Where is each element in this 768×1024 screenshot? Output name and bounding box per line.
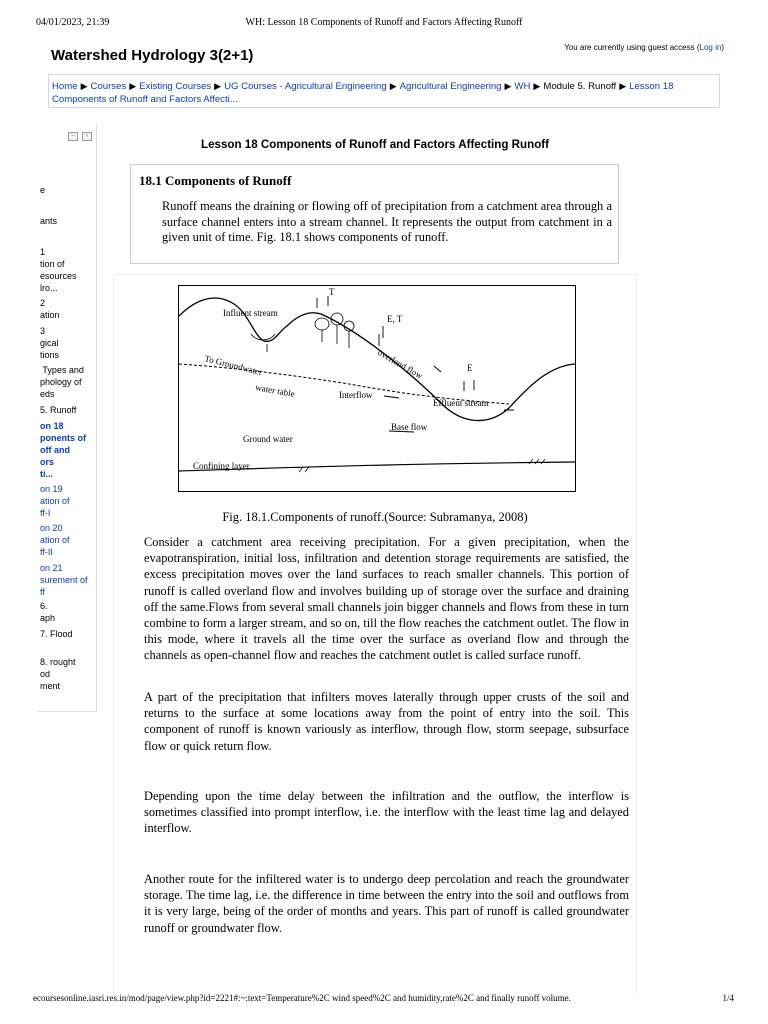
sidebar-item[interactable]: on 19 ation of ff-I (40, 484, 70, 518)
sidebar-item[interactable]: on 21 surement of ff (40, 563, 88, 597)
label-base-flow: Base flow (391, 422, 428, 432)
breadcrumb-separator-icon: ▶ (389, 81, 397, 91)
section-title: 18.1 Components of Runoff (139, 173, 292, 188)
sidebar-item[interactable]: 8. rought od ment (40, 657, 76, 691)
breadcrumb-home[interactable]: Home (52, 81, 78, 92)
influent-water-line (251, 334, 275, 340)
site-title[interactable]: Watershed Hydrology 3(2+1) (51, 47, 254, 64)
paragraph: Consider a catchment area receiving precipitation. For a given precipitation, when the evapotranspiration, initial loss, infiltration and detention storage requirements are satisfied, the excess precipitation moves over the land surfaces to reach smaller channels. This portion of runoff is called overland flow and involves building up of storage over the surface and draining off the same.Flows from several small channels join bigger channels and flows from these in turn combine to form a larger stream, and so on, till the flow reaches the catchment outlet. The flow in this mode, where it travels all the time over the surface as overland flow and through the channels as open-channel flow and reaches the catchment outlet is called surface runoff. (144, 535, 629, 663)
sidebar-item[interactable]: 1 tion of esources lro... (40, 247, 77, 293)
label-influent-stream: Influent stream (223, 308, 278, 318)
breadcrumb (48, 74, 720, 108)
breadcrumb-separator-icon: ▶ (504, 81, 512, 91)
breadcrumb-current-lesson[interactable]: Lesson 18 Components of Runoff and Factors Affecti... (52, 81, 674, 105)
sidebar-navigation (38, 124, 97, 712)
label-et: E, T (387, 314, 403, 324)
login-link[interactable]: Log in (699, 43, 722, 52)
breadcrumb-separator-icon: ▶ (619, 81, 627, 91)
paragraph: Depending upon the time delay between the infiltration and the outflow, the interflow is sometimes classified into prompt interflow, i.e. the interflow with the least time lag and delayed interflow. (144, 789, 629, 836)
print-page-number: 1/4 (722, 993, 734, 1003)
lesson-heading: Lesson 18 Components of Runoff and Factors Affecting Runoff (200, 138, 550, 151)
breadcrumb-existing-courses[interactable]: Existing Courses (139, 81, 212, 92)
print-date: 04/01/2023, 21:39 (36, 17, 110, 28)
label-interflow: Interflow (339, 390, 373, 400)
breadcrumb-separator-icon: ▶ (214, 81, 222, 91)
sidebar-item[interactable]: 7. Flood (40, 629, 73, 639)
label-to-groundwater: To Groundwater (203, 353, 264, 378)
breadcrumb-ug-courses[interactable]: UG Courses - Agricultural Engineering (224, 81, 387, 92)
label-e: E (467, 363, 473, 373)
breadcrumb-agricultural-engineering[interactable]: Agricultural Engineering (399, 81, 502, 92)
paragraph: A part of the precipitation that infilters moves laterally through upper crusts of the soil and returns to the surface at some locations away from the point of entry into the soil. This component of runoff is known variously as interflow, through flow, storm seepage, subsurface flow or quick return flow. (144, 690, 629, 753)
label-overland-flow: overland flow (376, 347, 425, 381)
sidebar-item[interactable]: on 20 ation of ff-II (40, 523, 70, 557)
label-t: T (329, 287, 335, 297)
sidebar-item[interactable]: 5. Runoff (40, 405, 77, 415)
label-confining-layer: Confining layer (193, 461, 250, 471)
paragraph: Another route for the infiltered water is to undergo deep percolation and reach the groundwater storage. The time lag, i.e. the difference in time between the entry into the soil and outflows from it is very large, being of the order of months and years. This part of runoff is called groundwater runoff or groundwater flow. (144, 872, 629, 935)
label-effluent-stream: Effluent stream (433, 398, 489, 408)
sidebar-item[interactable]: 3 gical tions (40, 326, 60, 360)
sidebar-item[interactable]: 6. aph (40, 601, 56, 623)
print-url: ecoursesonline.iasri.res.in/mod/page/view.php?id=2221#:~:text=Temperature%2C wind speed%2C and humidity,rate%2C and finally runoff volume. (33, 993, 571, 1003)
breadcrumb-wh[interactable]: WH (514, 81, 531, 92)
sidebar-item[interactable]: 2 ation (40, 298, 60, 320)
runoff-diagram-svg (179, 286, 575, 491)
login-info (564, 43, 724, 52)
tree-icon (315, 313, 354, 348)
figure-caption: Fig. 18.1.Components of runoff.(Source: Subramanya, 2008) (222, 510, 528, 524)
breadcrumb-separator-icon: ▶ (80, 81, 88, 91)
login-close: ) (721, 43, 724, 52)
login-text: You are currently using guest access ( (564, 43, 700, 52)
runoff-diagram (178, 285, 576, 492)
collapse-icon[interactable]: − (68, 132, 78, 141)
sidebar-item[interactable]: Types and phology of eds (40, 365, 84, 399)
sidebar-item[interactable]: ants (40, 216, 58, 226)
label-water-table: water table (254, 382, 296, 399)
breadcrumb-separator-icon: ▶ (533, 81, 541, 91)
confining-hatch (299, 459, 545, 472)
sidebar-item[interactable]: e (40, 185, 46, 195)
dock-icon[interactable]: ‹ (82, 132, 92, 141)
evaporation-arrows (317, 296, 474, 391)
breadcrumb-courses[interactable]: Courses (90, 81, 127, 92)
label-ground-water: Ground water (243, 434, 293, 444)
sidebar-item-current[interactable]: on 18 ponents of off and ors ti... (40, 421, 86, 479)
print-footer (0, 992, 768, 1012)
breadcrumb-separator-icon: ▶ (129, 81, 137, 91)
section-box (130, 164, 619, 264)
section-text: Runoff means the draining or flowing off of precipitation from a catchment area through a surface channel enters into a stream channel. It represents the output from catchment in a given unit of time. Fig. 18.1 shows components of runoff. (162, 199, 612, 245)
print-header (0, 0, 768, 40)
breadcrumb-module: Module 5. Runoff (543, 81, 617, 92)
print-doc-title: WH: Lesson 18 Components of Runoff and Factors Affecting Runoff (245, 17, 523, 28)
